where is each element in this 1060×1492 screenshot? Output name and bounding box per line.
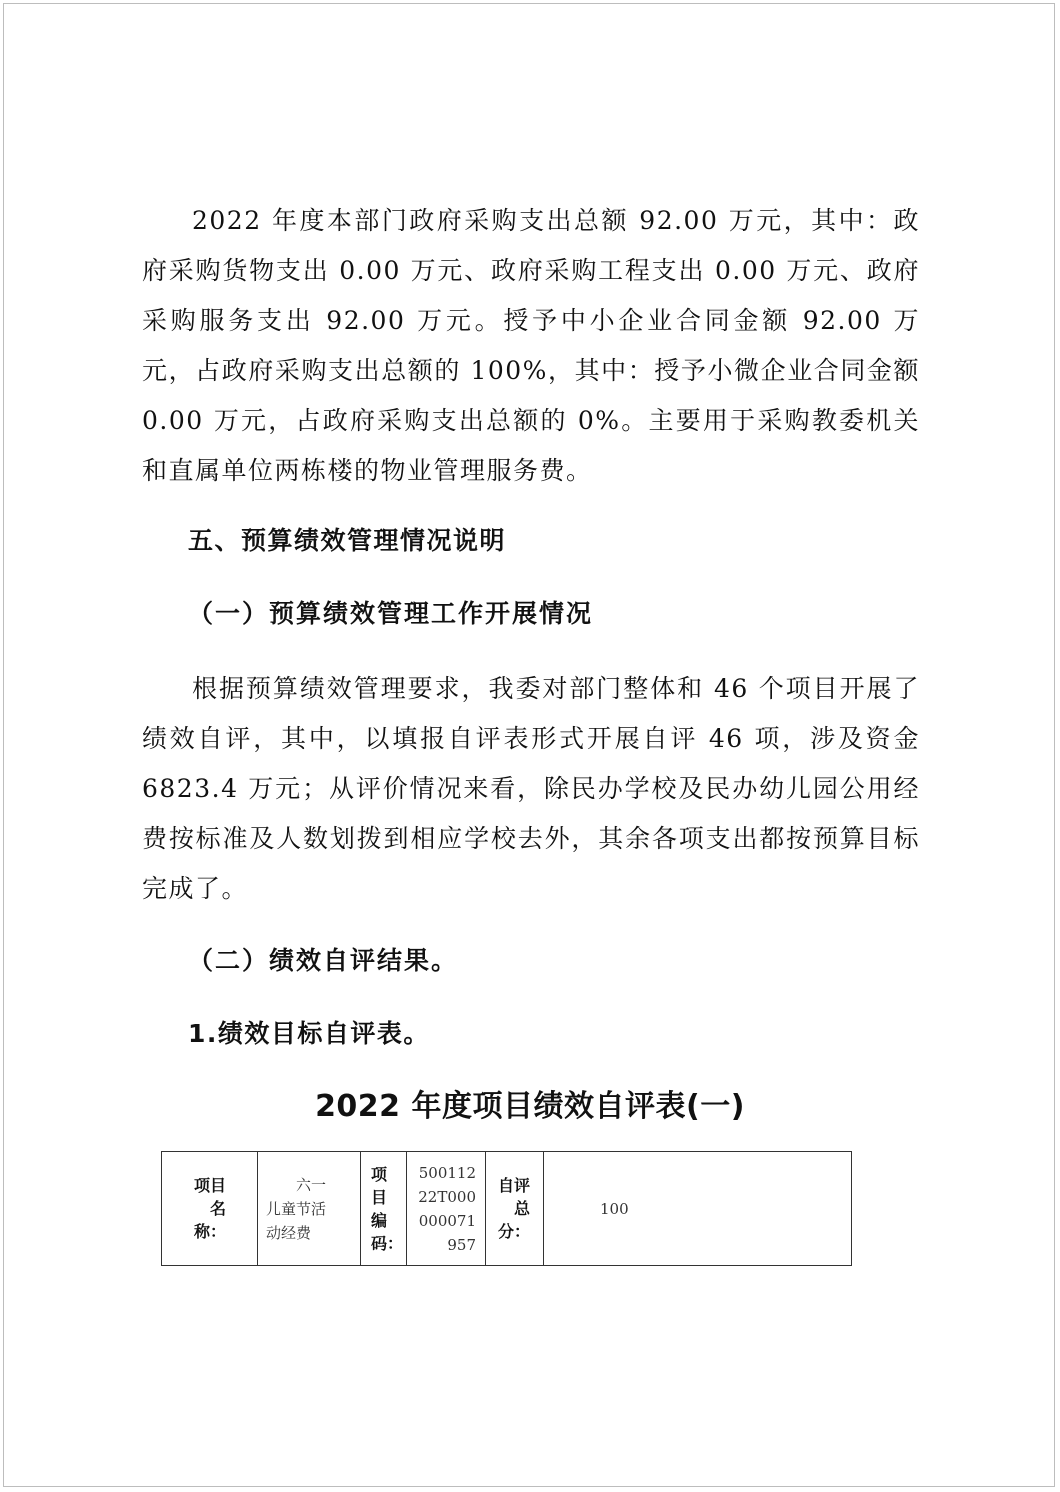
project-code-label: 项目编码：	[371, 1164, 404, 1253]
subsection-1-heading: （一）预算绩效管理工作开展情况	[188, 599, 594, 628]
total-score-label-cell	[486, 1152, 544, 1266]
project-name-value-cell	[258, 1152, 361, 1266]
project-name-label: 项目名称：	[193, 1176, 226, 1241]
project-code-value-cell	[407, 1152, 486, 1266]
item-1-heading: 1.绩效目标自评表。	[188, 1019, 430, 1048]
project-code-value: 50011222T000000071957	[418, 1163, 476, 1254]
subsection-2-heading: （二）绩效自评结果。	[188, 946, 459, 975]
project-code-label-cell	[361, 1152, 407, 1266]
project-name-label-cell	[162, 1152, 258, 1266]
total-score-value-cell	[544, 1152, 852, 1266]
procurement-paragraph: 2022 年度本部门政府采购支出总额 92.00 万元，其中：政府采购货物支出 0.00 万元、政府采购工程支出 0.00 万元、政府采购服务支出 92.00 万元。授予中小企业合同金额 92.00 万元，占政府采购支出总额的 100%，其中：授予小微企业合同金额 0.00 万元，占政府采购支出总额的 0%。主要用于采购教委机关和直属单位两栋楼的物业管理服务费。	[142, 206, 920, 485]
section-5-heading: 五、预算绩效管理情况说明	[188, 526, 507, 555]
total-score-label: 自评总分：	[497, 1176, 530, 1241]
performance-evaluation-table	[161, 1151, 852, 1266]
total-score-value: 100	[600, 1199, 629, 1218]
project-name-value: 六一儿童节活动经费	[266, 1175, 327, 1242]
self-evaluation-paragraph: 根据预算绩效管理要求，我委对部门整体和 46 个项目开展了绩效自评，其中，以填报自评表形式开展自评 46 项，涉及资金 6823.4 万元；从评价情况来看，除民办学校及民办幼儿园公用经费按标准及人数划拨到相应学校去外，其余各项支出都按预算目标完成了。	[142, 674, 920, 903]
table-row	[162, 1152, 852, 1266]
table-title: 2022 年度项目绩效自评表(一)	[315, 1089, 745, 1124]
